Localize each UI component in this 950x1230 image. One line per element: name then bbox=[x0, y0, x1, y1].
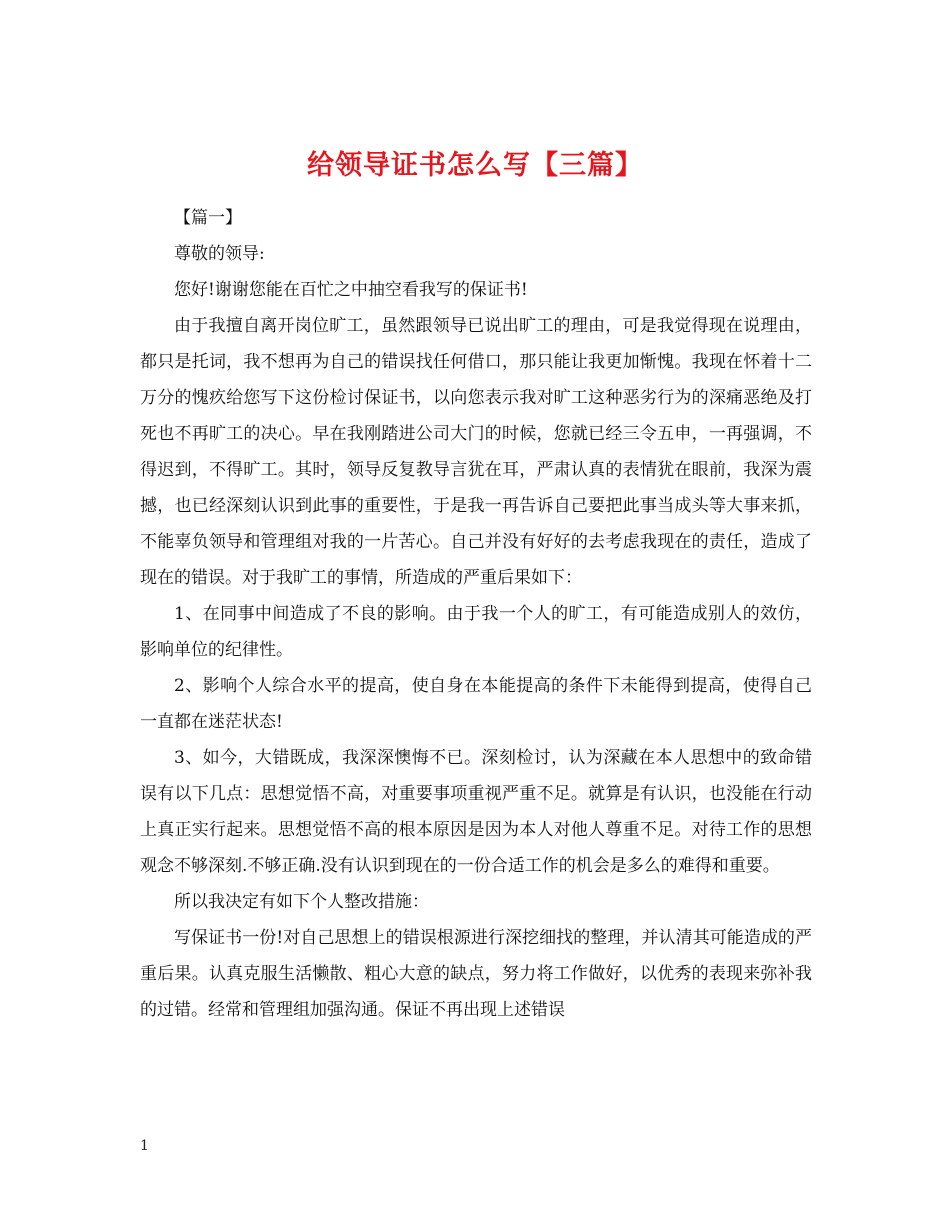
measures-intro: 所以我决定有如下个人整改措施： bbox=[174, 892, 429, 912]
measures-paragraph: 写保证书一份!对自己思想上的错误根源进行深挖细找的整理，并认清其可能造成的严重后果。认真克服生活懒散、粗心大意的缺点，努力将工作做好，以优秀的表现来弥补我的过错。经常和管理组加强沟通。保证不再出现上述错误 bbox=[140, 928, 812, 1020]
section-heading: 【篇一】 bbox=[174, 208, 242, 228]
consequence-item-3: 3、如今，大错既成，我深深懊悔不已。深刻检讨，认为深藏在本人思想中的致命错误有以下几点：思想觉悟不高，对重要事项重视严重不足。就算是有认识，也没能在行动上真正实行起来。思想觉悟不高的根本原因是因为本人对他人尊重不足。对待工作的思想观念不够深刻.不够正确.没有认识到现在的一份合适工作的机会是多么的难得和重要。 bbox=[140, 748, 812, 876]
consequence-item-1: 1、在同事中间造成了不良的影响。由于我一个人的旷工，有可能造成别人的效仿，影响单位的纪律性。 bbox=[140, 604, 812, 660]
consequence-item-2: 2、影响个人综合水平的提高，使自身在本能提高的条件下未能得到提高，使得自己一直都在迷茫状态! bbox=[140, 676, 812, 732]
body-paragraph: 由于我擅自离开岗位旷工，虽然跟领导已说出旷工的理由，可是我觉得现在说理由，都只是托词，我不想再为自己的错误找任何借口，那只能让我更加惭愧。我现在怀着十二万分的愧疚给您写下这份检讨保证书，以向您表示我对旷工这种恶劣行为的深痛恶绝及打死也不再旷工的决心。早在我刚踏进公司大门的时候，您就已经三令五申，一再强调，不得迟到，不得旷工。其时，领导反复教导言犹在耳，严肃认真的表情犹在眼前，我深为震撼，也已经深刻认识到此事的重要性，于是我一再告诉自己要把此事当成头等大事来抓，不能辜负领导和管理组对我的一片苦心。自己并没有好好的去考虑我现在的责任，造成了现在的错误。对于我旷工的事情，所造成的严重后果如下： bbox=[140, 316, 812, 588]
page-number: 1 bbox=[140, 1138, 149, 1154]
greeting-paragraph: 您好!谢谢您能在百忙之中抽空看我写的保证书! bbox=[174, 280, 528, 300]
salutation: 尊敬的领导: bbox=[174, 244, 265, 264]
document-body bbox=[140, 200, 812, 1028]
document-title: 给领导证书怎么写【三篇】 bbox=[307, 150, 643, 182]
